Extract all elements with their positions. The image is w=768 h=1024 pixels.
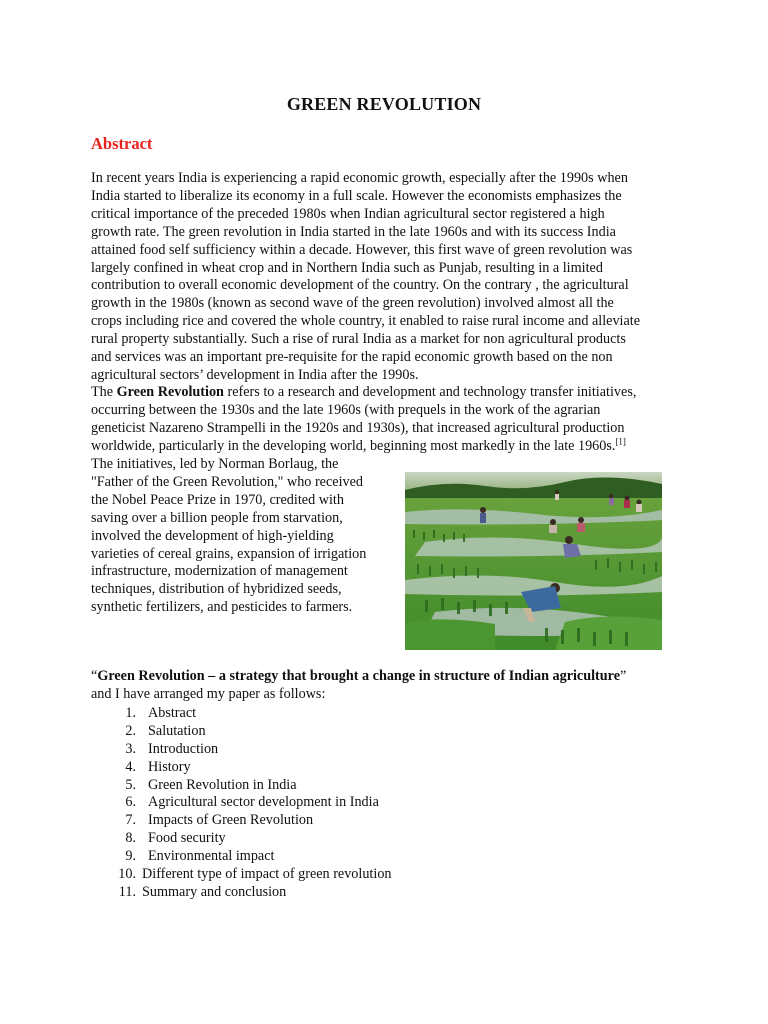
- table-of-contents: [106, 705, 392, 902]
- paragraph-line: contribution to overall economic development of the country. On the contrary , the agricultural: [91, 277, 629, 294]
- paragraph-line: [91, 384, 681, 402]
- list-label: Impacts of Green Revolution: [148, 812, 314, 829]
- paragraph-line: agricultural sectors’ development in India after the 1990s.: [91, 366, 419, 383]
- paragraph-line: [91, 435, 681, 456]
- list-number: 9.: [125, 848, 136, 865]
- abstract-heading: Abstract: [91, 134, 153, 153]
- paragraph-line: rural property substantially. Such a rise of rural India as a market for non agricultural products: [91, 331, 626, 348]
- list-label: Summary and conclusion: [142, 883, 287, 900]
- paragraph-line: occurring between the 1930s and the late 1960s (with prequels in the work of the agrarian: [91, 401, 601, 418]
- list-number: 8.: [125, 830, 136, 847]
- quote-text: Green Revolution – a strategy that brought a change in structure of Indian agriculture: [97, 668, 621, 684]
- list-number: 4.: [125, 758, 136, 775]
- rice-paddy-photo: [405, 472, 662, 650]
- list-item: [106, 723, 392, 741]
- paragraph-line: In recent years India is experiencing a rapid economic growth, especially after the 1990s when: [91, 170, 628, 186]
- list-item: [106, 812, 392, 830]
- list-number: 7.: [125, 812, 136, 829]
- quote-line: [91, 668, 626, 704]
- list-label: Food security: [148, 830, 226, 847]
- line-prefix: The: [91, 384, 117, 400]
- line-text: worldwide, particularly in the developing world, beginning most markedly in the late 1960s.: [91, 437, 616, 454]
- paragraph-line: and services was an important pre-requisite for the rapid economic growth based on the non: [91, 349, 613, 366]
- paragraph-line: crops including rice and covered the whole country, it enabled to raise rural income and alleviate: [91, 313, 641, 330]
- quote-close: ”: [620, 668, 627, 684]
- list-label: Green Revolution in India: [148, 776, 297, 793]
- list-number: 11.: [118, 883, 136, 900]
- list-item: [106, 759, 392, 777]
- list-label: History: [148, 758, 191, 775]
- list-label: Abstract: [148, 705, 197, 721]
- list-label: Agricultural sector development in India: [148, 794, 379, 811]
- paragraph-line: the Nobel Peace Prize in 1970, credited with: [91, 491, 344, 508]
- quote-open: “: [91, 668, 98, 684]
- list-label: Introduction: [148, 740, 219, 757]
- paragraph-line: growth rate. The green revolution in India started in the late 1960s and with its success India: [91, 223, 616, 240]
- paragraph-line: geneticist Nazareno Strampelli in the 1920s and 1930s), that increased agricultural production: [91, 419, 625, 436]
- list-number: 2.: [125, 722, 136, 739]
- list-label: Different type of impact of green revolution: [142, 866, 392, 883]
- list-item: [106, 848, 392, 866]
- list-label: Environmental impact: [148, 848, 275, 865]
- list-number: 10.: [118, 866, 136, 883]
- paragraph-line: growth in the 1980s (known as second wave of the green revolution) involved almost all the: [91, 295, 614, 312]
- paragraph-line: critical importance of the preceded 1980s when Indian agricultural sector registered a high: [91, 205, 605, 222]
- green-revolution-term: Green Revolution: [116, 384, 224, 400]
- list-item: [106, 866, 392, 884]
- paragraph-line: "Father of the Green Revolution," who received: [91, 473, 363, 490]
- initiatives-paragraph: [91, 456, 391, 617]
- paragraph-line: synthetic fertilizers, and pesticides to farmers.: [91, 599, 353, 616]
- paragraph-line: involved the development of high-yielding: [91, 527, 334, 544]
- green-revolution-paragraph: [91, 384, 681, 456]
- paragraph-line: largely confined in wheat crop and in Northern India such as Punjab, resulting in a limited: [91, 259, 603, 276]
- list-number: 5.: [125, 776, 136, 793]
- paragraph-line: techniques, distribution of hybridized seeds,: [91, 581, 342, 598]
- list-item: [106, 884, 392, 902]
- list-item: [106, 794, 392, 812]
- list-number: 6.: [125, 794, 136, 811]
- page-title: GREEN REVOLUTION: [286, 94, 482, 114]
- abstract-paragraph: [91, 170, 681, 385]
- paragraph-line: infrastructure, modernization of management: [91, 563, 348, 580]
- citation-link[interactable]: [1]: [615, 435, 626, 446]
- list-item: [106, 705, 392, 723]
- paragraph-line: saving over a billion people from starvation,: [91, 509, 343, 526]
- arranged-line: and I have arranged my paper as follows:: [91, 685, 326, 702]
- list-item: [106, 741, 392, 759]
- paragraph-line: India started to liberalize its economy in a full scale. However the economists emphasizes the: [91, 187, 622, 204]
- paragraph-line: attained food self sufficiency within a decade. However, this first wave of green revolution was: [91, 241, 633, 258]
- list-item: [106, 777, 392, 795]
- paragraph-line: The initiatives, led by Norman Borlaug, the: [91, 456, 339, 472]
- line-rest: refers to a research and development and technology transfer initiatives,: [223, 384, 637, 400]
- list-number: 1.: [125, 705, 136, 721]
- list-label: Salutation: [148, 722, 206, 739]
- list-item: [106, 830, 392, 848]
- paragraph-line: varieties of cereal grains, expansion of irrigation: [91, 545, 367, 562]
- list-number: 3.: [125, 740, 136, 757]
